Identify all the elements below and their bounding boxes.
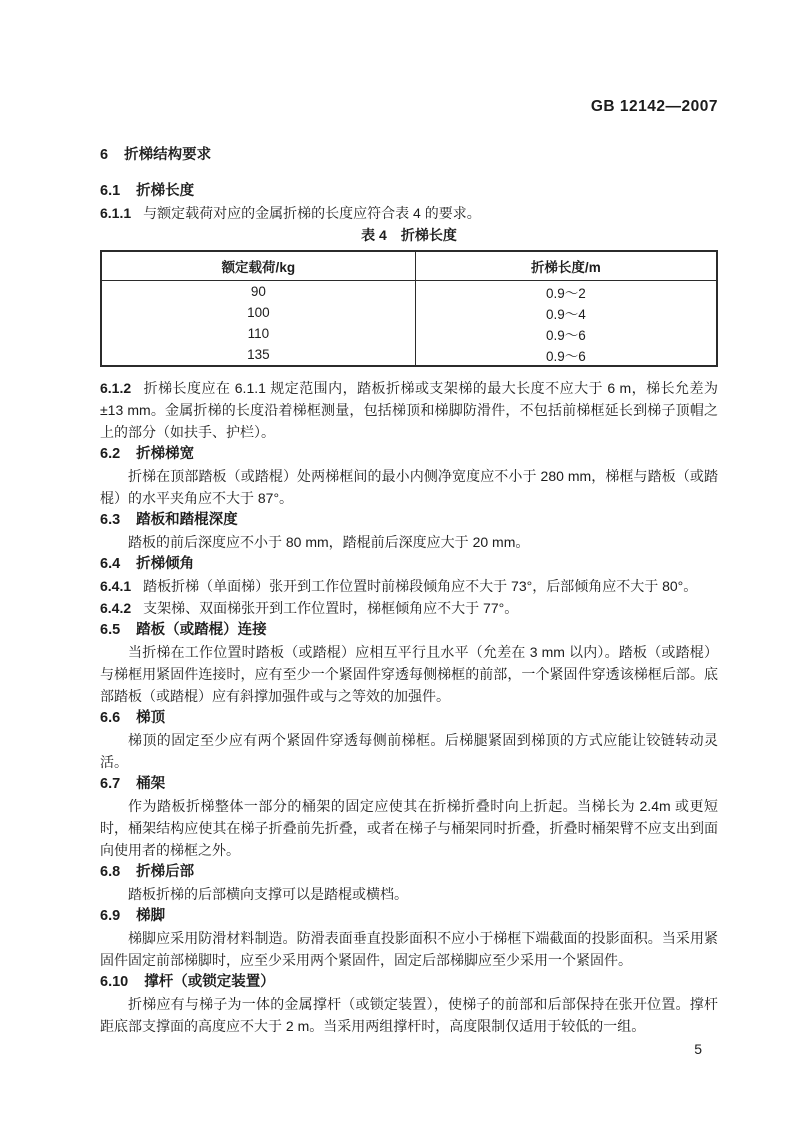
section-heading-6-9 [100,905,718,927]
section-heading-6-1 [100,180,718,202]
cell-load: 135 [101,344,415,366]
clause-number: 6.1.2 [100,380,132,396]
paragraph-6-8: 踏板折梯的后部横向支撑可以是踏棍或横档。 [128,886,408,902]
section-title: 梯脚 [136,908,166,924]
section-heading-6-4 [100,553,718,575]
clause-number: 6.4.2 [100,600,132,616]
table-label: 表 4 [361,227,387,243]
section-number: 6.8 [100,864,121,880]
table-row [101,302,717,323]
section-title: 梯顶 [136,710,166,726]
clause-text: 踏板折梯（单面梯）张开到工作位置时前梯段倾角应不大于 73°，后部倾角应不大于 80°。 [143,578,698,594]
paragraph-6-2: 折梯在顶部踏板（或踏棍）处两梯框间的最小内侧净宽度应不小于 280 mm，梯框与踏板（或踏棍）的水平夹角应不大于 87°。 [100,468,718,506]
table-4-title [100,224,718,246]
cell-load: 110 [101,323,415,344]
section-heading-6-3 [100,509,718,531]
section-heading-6-5 [100,619,718,641]
clause-6-4-1 [100,575,718,597]
section-heading-6-2 [100,443,718,465]
clause-6-1-1 [100,202,718,224]
paragraph-6-6: 梯顶的固定至少应有两个紧固件穿透每侧前梯框。后梯腿紧固到梯顶的方式应能让铰链转动灵活。 [100,732,718,770]
table-header-row [101,251,717,281]
section-number: 6.3 [100,512,121,528]
section-heading-6 [100,144,718,166]
section-number: 6.7 [100,776,121,792]
section-title: 折梯长度 [136,183,195,199]
cell-length: 0.9～2 [545,285,586,301]
cell-length: 0.9～6 [545,348,586,364]
section-heading-6-7 [100,773,718,795]
paragraph-6-5: 当折梯在工作位置时踏板（或踏棍）应相互平行且水平（允差在 3 mm 以内）。踏板（或踏棍）与梯框用紧固件连接时，应有至少一个紧固件穿透每侧梯框的前部，一个紧固件穿透该梯框后部。底部踏板（或踏棍）应有斜撑加强件或与之等效的加强件。 [100,644,718,704]
section-title: 折梯梯宽 [136,446,195,462]
table-header-load: 额定载荷/kg [101,251,415,281]
page-number: 5 [694,1041,702,1057]
section-number: 6.1 [100,183,121,199]
clause-text: 支架梯、双面梯张开到工作位置时，梯框倾角应不大于 77°。 [143,600,519,616]
section-title: 踏板（或踏棍）连接 [136,622,267,638]
section-number: 6.6 [100,710,121,726]
section-title: 撑杆（或锁定装置） [144,974,275,990]
paragraph-6-7: 作为踏板折梯整体一部分的桶架的固定应使其在折梯折叠时向上折起。当梯长为 2.4m 或更短时，桶架结构应使其在梯子折叠前先折叠，或者在梯子与桶架同时折叠，折叠时桶架臂不应支出到面向使用者的梯框之外。 [100,798,718,858]
table-row [101,323,717,344]
clause-text: 与额定载荷对应的金属折梯的长度应符合表 4 的要求。 [143,205,481,221]
clause-text: 折梯长度应在 6.1.1 规定范围内，踏板折梯或支架梯的最大长度不应大于 6 m，梯长允差为 ±13 mm。金属折梯的长度沿着梯框测量，包括梯顶和梯脚防滑件，不包括前梯框延长到梯子顶帽之上的部分（如扶手、护栏）。 [100,380,718,440]
cell-length: 0.9～6 [545,327,586,343]
section-number: 6.5 [100,622,121,638]
paragraph-6-3: 踏板的前后深度应不小于 80 mm，踏棍前后深度应大于 20 mm。 [128,534,530,550]
clause-6-4-2 [100,597,718,619]
section-number: 6 [100,147,109,163]
table-title-text: 折梯长度 [400,227,457,243]
section-title: 折梯倾角 [136,556,195,572]
section-title: 踏板和踏棍深度 [136,512,238,528]
table-4 [100,250,718,367]
section-number: 6.9 [100,908,121,924]
section-heading-6-10 [100,971,718,993]
cell-load: 100 [101,302,415,323]
paragraph-6-9: 梯脚应采用防滑材料制造。防滑表面垂直投影面积不应小于梯框下端截面的投影面积。当采用紧固件固定前部梯脚时，应至少采用两个紧固件，固定后部梯脚应至少采用一个紧固件。 [100,930,718,968]
cell-length: 0.9～4 [545,306,586,322]
doc-code: GB 12142—2007 [590,98,718,115]
section-title: 桶架 [136,776,166,792]
section-heading-6-8 [100,861,718,883]
clause-6-1-2 [100,377,718,443]
section-number: 6.10 [100,974,129,990]
clause-number: 6.4.1 [100,578,132,594]
section-number: 6.2 [100,446,121,462]
cell-load: 90 [101,281,415,303]
section-number: 6.4 [100,556,121,572]
clause-number: 6.1.1 [100,205,132,221]
table-row [101,344,717,366]
paragraph-6-10: 折梯应有与梯子为一体的金属撑杆（或锁定装置），使梯子的前部和后部保持在张开位置。撑杆距底部支撑面的高度应不大于 2 m。当采用两组撑杆时，高度限制仅适用于较低的一组。 [100,996,718,1034]
section-heading-6-6 [100,707,718,729]
table-row [101,281,717,303]
section-title: 折梯后部 [136,864,195,880]
section-title: 折梯结构要求 [124,147,212,163]
table-header-length: 折梯长度/m [415,251,717,281]
